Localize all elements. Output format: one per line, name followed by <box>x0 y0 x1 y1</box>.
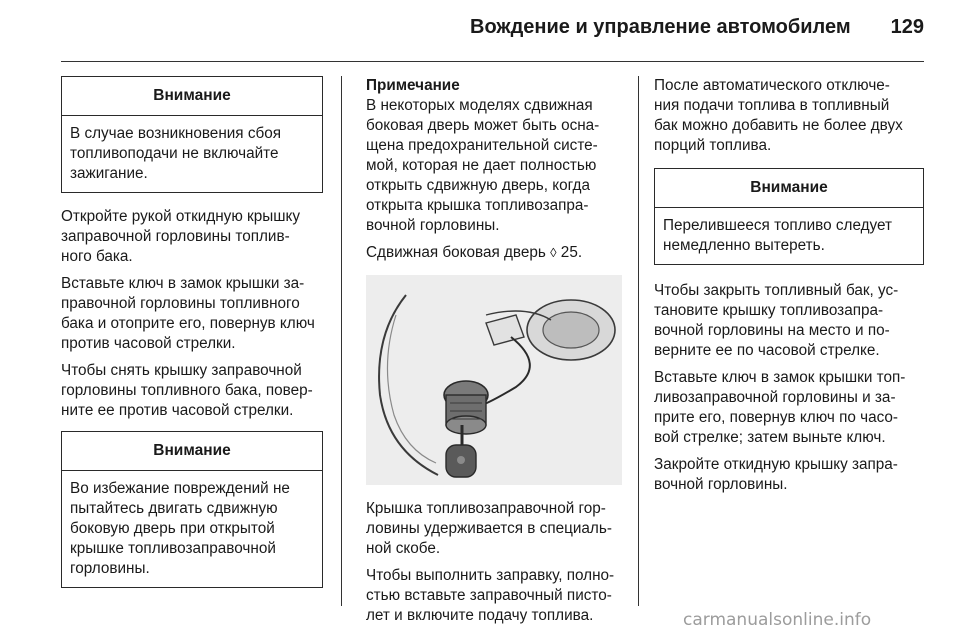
text-line: немедленно вытереть. <box>663 237 825 254</box>
cross-reference <box>366 243 622 263</box>
text-line: зажигание. <box>70 165 148 182</box>
page-title: Вождение и управление автомобилем <box>470 16 851 38</box>
paragraph-lock-cap <box>654 368 924 448</box>
paragraph-refuel <box>366 566 622 626</box>
text-line: вочной горловины. <box>366 217 500 234</box>
text-line: Откройте рукой откидную крышку <box>61 208 301 225</box>
paragraph-close-flap <box>654 455 924 495</box>
warning-box-spilled-fuel <box>654 168 924 265</box>
text-line: вочной горловины на место и по- <box>654 322 890 339</box>
text-line: горловины. <box>70 560 150 577</box>
filler-neck-inner <box>543 312 599 348</box>
text-line: ного бака. <box>61 248 133 265</box>
text-line: вочной горловины. <box>654 476 788 493</box>
text-line: боковая дверь может быть осна- <box>366 117 600 134</box>
key-hole <box>457 456 465 464</box>
text-line: бака и отоприте его, повернув ключ <box>61 315 315 332</box>
text-line: Крышка топливозаправочной гор- <box>366 500 606 517</box>
reference-arrow-icon: ◊ <box>550 245 557 260</box>
paragraph-unlock-cap <box>61 274 323 354</box>
page-number: 129 <box>890 16 924 38</box>
paragraph-open-flap <box>61 207 323 267</box>
note-title: Примечание <box>366 77 460 94</box>
warning-box-fuel-failure <box>61 76 323 193</box>
text-line: открыть сдвижную дверь, когда <box>366 177 590 194</box>
text-line: ной скобе. <box>366 540 441 557</box>
text-line: Во избежание повреждений не <box>70 480 290 497</box>
cap-bracket <box>486 315 524 345</box>
warning-body <box>655 208 923 264</box>
watermark: carmanualsonline.info <box>683 610 872 630</box>
text-line: порций топлива. <box>654 137 772 154</box>
note-block <box>366 76 622 236</box>
text-line: прите его, повернув ключ по часо- <box>654 409 899 426</box>
warning-title: Внимание <box>62 432 322 471</box>
text-line: ливозаправочной горловины и за- <box>654 389 896 406</box>
text-line: против часовой стрелки. <box>61 335 236 352</box>
text-line: открыта крышка топливозапра- <box>366 197 589 214</box>
paragraph-close-tank <box>654 281 924 361</box>
header-divider <box>61 61 924 62</box>
text-line: горловины топливного бака, повер- <box>61 382 313 399</box>
text-line: ните ее против часовой стрелки. <box>61 402 294 419</box>
text-line: тановите крышку топливозапра- <box>654 302 884 319</box>
cross-reference-page[interactable]: 25. <box>556 244 583 261</box>
warning-box-sliding-door <box>61 431 323 588</box>
text-line: бак можно добавить не более двух <box>654 117 903 134</box>
warning-body <box>62 116 322 192</box>
column-divider-1 <box>341 76 342 606</box>
cross-reference-text: Сдвижная боковая дверь <box>366 244 551 261</box>
text-line: пытайтесь двигать сдвижную <box>70 500 278 517</box>
paragraph-remove-cap <box>61 361 323 421</box>
column-2 <box>366 76 622 633</box>
text-line: Чтобы снять крышку заправочной <box>61 362 302 379</box>
text-line: Перелившееся топливо следует <box>663 217 893 234</box>
paragraph-after-shutoff <box>654 76 924 156</box>
text-line: верните ее по часовой стрелке. <box>654 342 880 359</box>
text-line: Вставьте ключ в замок крышки за- <box>61 275 305 292</box>
paragraph-cap-holder <box>366 499 622 559</box>
text-line: вой стрелке; затем выньте ключ. <box>654 429 886 446</box>
text-line: ния подачи топлива в топливный <box>654 97 890 114</box>
text-line: заправочной горловины топлив- <box>61 228 290 245</box>
fuel-cap-illustration <box>366 275 622 485</box>
text-line: После автоматического отключе- <box>654 77 890 94</box>
text-line: стью вставьте заправочный писто- <box>366 587 612 604</box>
text-line: правочной горловины топливного <box>61 295 300 312</box>
text-line: Вставьте ключ в замок крышки топ- <box>654 369 906 386</box>
warning-title: Внимание <box>62 77 322 116</box>
text-line: лет и включите подачу топлива. <box>366 607 594 624</box>
text-line: крышке топливозаправочной <box>70 540 276 557</box>
text-line: щена предохранительной систе- <box>366 137 598 154</box>
text-line: топливоподачи не включайте <box>70 145 279 162</box>
warning-body <box>62 471 322 587</box>
text-line: боковую дверь при открытой <box>70 520 275 537</box>
warning-title: Внимание <box>655 169 923 208</box>
fuel-cap-drawing <box>366 275 622 485</box>
column-3 <box>654 76 924 502</box>
column-1 <box>61 76 323 600</box>
text-line: мой, которая не дает полностью <box>366 157 597 174</box>
text-line: Чтобы выполнить заправку, полно- <box>366 567 615 584</box>
text-line: Чтобы закрыть топливный бак, ус- <box>654 282 899 299</box>
text-line: ловины удерживается в специаль- <box>366 520 612 537</box>
column-divider-2 <box>638 76 639 606</box>
flap-inner-edge <box>387 315 436 463</box>
text-line: Закройте откидную крышку запра- <box>654 456 898 473</box>
text-line: В случае возникновения сбоя <box>70 125 282 142</box>
text-line: В некоторых моделях сдвижная <box>366 97 593 114</box>
